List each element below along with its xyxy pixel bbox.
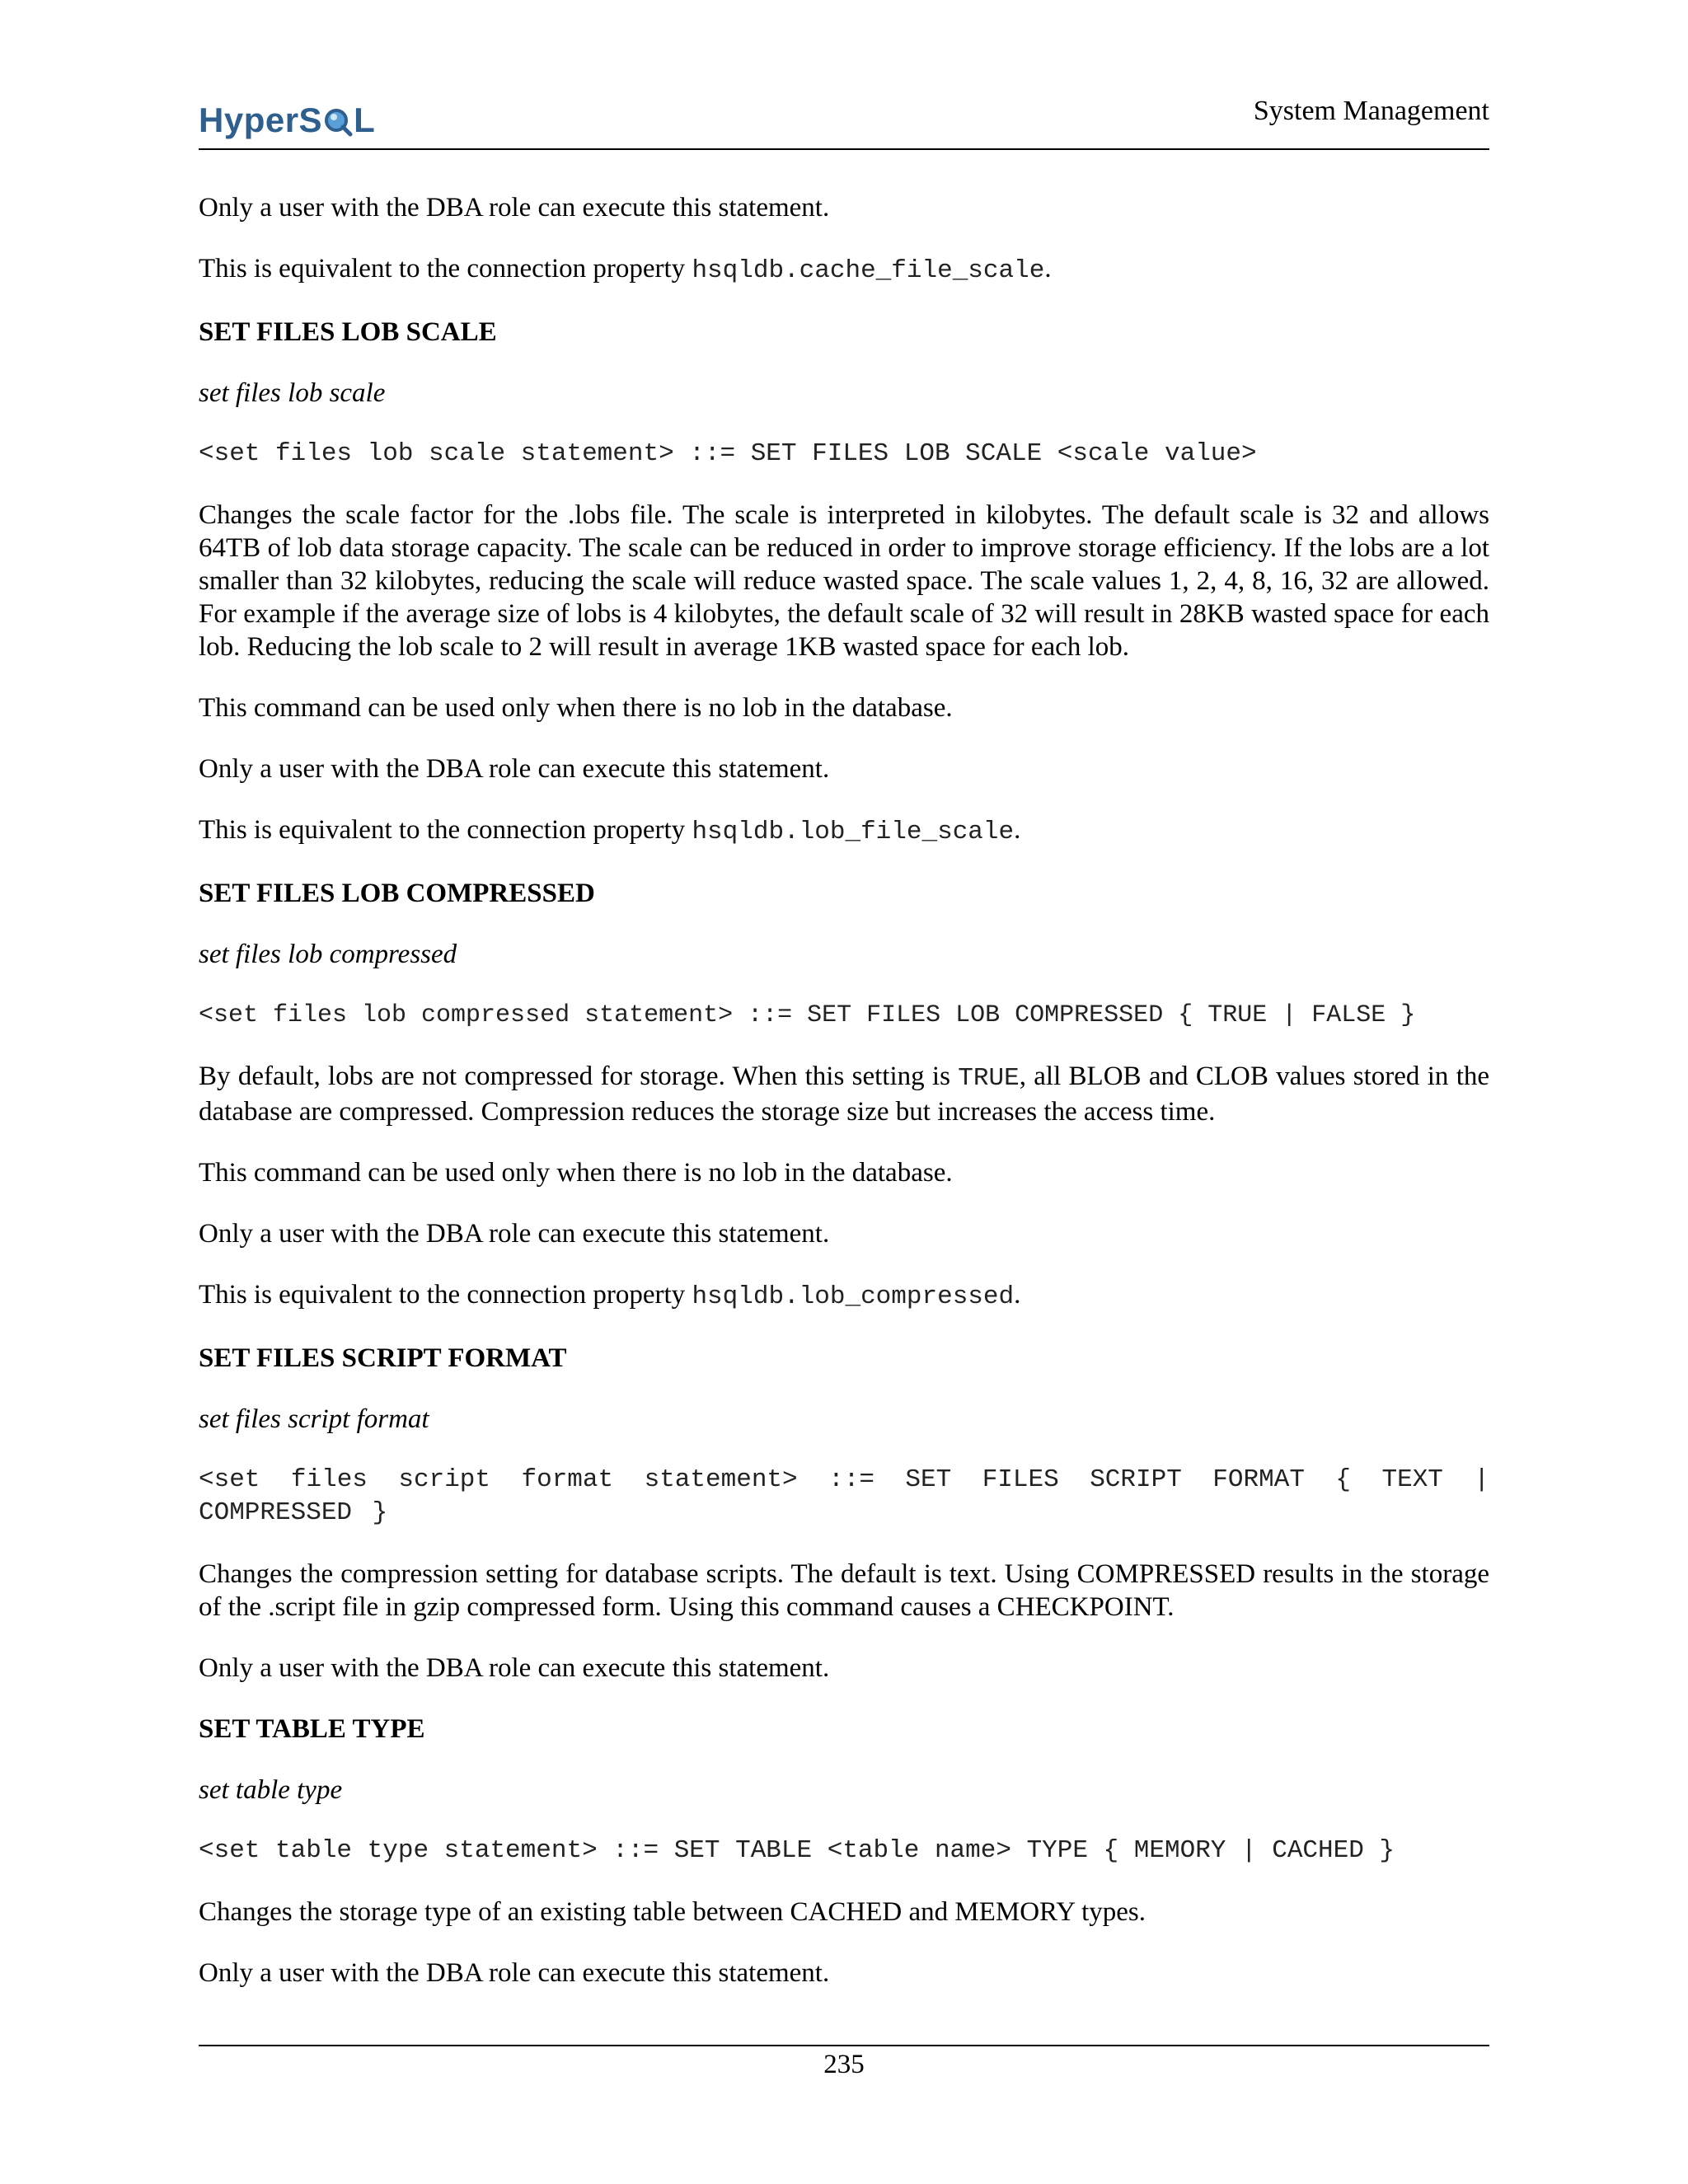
inline-code: hsqldb.cache_file_scale <box>692 256 1045 285</box>
section-subtitle: set files lob scale <box>199 378 386 408</box>
page-footer <box>199 2045 1489 2080</box>
syntax-code: <set table type statement> ::= SET TABLE <table name> TYPE { MEMORY | CACHED } <box>199 1836 1395 1865</box>
paragraph-text: This is equivalent to the connection property <box>199 1280 692 1310</box>
section-subtitle: set files lob compressed <box>199 940 457 969</box>
page-content <box>199 191 1489 2018</box>
section-subtitle: set table type <box>199 1775 343 1805</box>
syntax-code: <set files lob scale statement> ::= SET FILES LOB SCALE <scale value> <box>199 439 1257 468</box>
syntax-code: <set files script format statement> ::= SET FILES SCRIPT FORMAT { TEXT | COMPRESSED } <box>199 1465 1489 1527</box>
inline-code: hsqldb.lob_compressed <box>692 1282 1015 1311</box>
paragraph <box>199 813 1489 849</box>
paragraph: This command can be used only when there is no lob in the database. <box>199 1158 953 1188</box>
paragraph <box>199 1278 1489 1314</box>
paragraph: Only a user with the DBA role can execute this statement. <box>199 754 830 784</box>
paragraph: Only a user with the DBA role can execute this statement. <box>199 193 830 223</box>
section-heading: SET FILES LOB COMPRESSED <box>199 879 595 908</box>
paragraph-text-cont: , all BLOB and CLOB values stored in the database are compressed. Compression reduces the storage size but increases the access time. <box>199 1062 1490 1127</box>
paragraph-end: . <box>1014 1280 1021 1310</box>
running-title: System Management <box>1253 96 1489 126</box>
logo-text: HyperS <box>199 101 323 139</box>
section-heading: SET TABLE TYPE <box>199 1714 425 1744</box>
paragraph: Only a user with the DBA role can execute this statement. <box>199 1958 830 1988</box>
inline-code: hsqldb.lob_file_scale <box>692 818 1015 846</box>
page-number: 235 <box>823 2050 865 2079</box>
paragraph-end: . <box>1044 254 1052 284</box>
paragraph <box>199 1060 1489 1128</box>
logo-q-magnifier-icon <box>323 105 353 135</box>
section-heading: SET FILES LOB SCALE <box>199 317 497 347</box>
logo-text-end: L <box>354 101 376 139</box>
inline-code: TRUE <box>958 1064 1020 1093</box>
paragraph: Changes the storage type of an existing table between CACHED and MEMORY types. <box>199 1897 1146 1927</box>
paragraph: This command can be used only when there is no lob in the database. <box>199 693 953 723</box>
paragraph-text: By default, lobs are not compressed for storage. When this setting is <box>199 1062 959 1091</box>
paragraph <box>199 252 1489 288</box>
paragraph: Only a user with the DBA role can execute this statement. <box>199 1653 830 1683</box>
paragraph-text: This is equivalent to the connection property <box>199 815 692 845</box>
paragraph: Only a user with the DBA role can execute this statement. <box>199 1219 830 1249</box>
paragraph: Changes the compression setting for database scripts. The default is text. Using COMPRESSED results in the storage of the .script file in gzip compressed form. Using this command causes a CHECKPOINT. <box>199 1559 1489 1622</box>
section-heading: SET FILES SCRIPT FORMAT <box>199 1343 567 1373</box>
hypersql-logo <box>199 96 375 145</box>
paragraph-text: This is equivalent to the connection property <box>199 254 692 284</box>
section-subtitle: set files script format <box>199 1404 429 1434</box>
page-header <box>199 92 1489 150</box>
syntax-code: <set files lob compressed statement> ::= SET FILES LOB COMPRESSED { TRUE | FALSE } <box>199 1001 1416 1029</box>
paragraph-end: . <box>1014 815 1021 845</box>
paragraph: Changes the scale factor for the .lobs file. The scale is interpreted in kilobytes. The default scale is 32 and allows 64TB of lob data storage capacity. The scale can be reduced in order to improve storage efficiency. If the lobs are a lot smaller than 32 kilobytes, reducing the scale will reduce wasted space. The scale values 1, 2, 4, 8, 16, 32 are allowed. For example if the average size of lobs is 4 kilobytes, the default scale of 32 will result in 28KB wasted space for each lob. Reducing the lob scale to 2 will result in average 1KB wasted space for each lob. <box>199 500 1489 662</box>
